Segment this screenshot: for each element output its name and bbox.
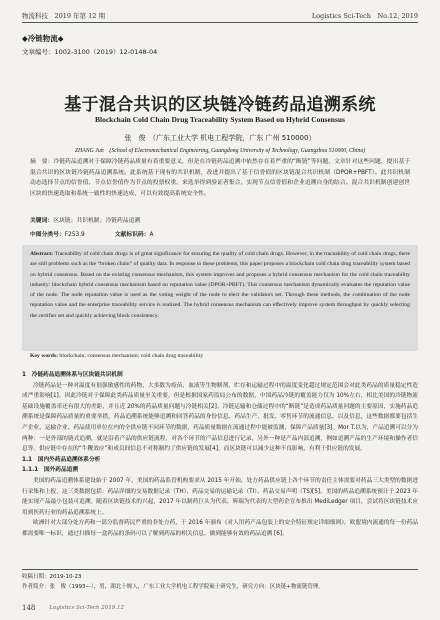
keywords-en-text: blockchain; consensus mechanism; cold chain drug traceability — [59, 353, 204, 359]
classification-line — [30, 229, 410, 238]
keywords-chinese — [30, 215, 410, 224]
footnotes — [22, 569, 418, 592]
abstract-english — [22, 245, 418, 351]
clc-code: 中图分类号：F253.9 — [30, 232, 85, 238]
running-footer — [22, 604, 418, 612]
section-1-1-1-paragraph-2: 欧洲针对大部分处方药和一部分监督药民严重的非处方药，于 2016 年颁布《对人用药产品包装上的安全特征规定详细细则》，欧盟境内流通的每一份药品都需要唯一标识，通过扫描每一盒药品的条码可以了解到药品的相关信息，做到能够有效的药品追溯 [6]。 — [22, 520, 418, 537]
header-left: 物流科技 2019 年第 12 期 — [22, 11, 106, 20]
footer-journal: Logistics Sci-Tech 2019.12 — [49, 605, 124, 611]
section-1-1-1-paragraph-1: 美国的药品追溯体系建设始于 2007 年，美国的药品监管机构要求从 2015 年开始，处方药品供应链上各个环节的责任主体需要对药品三大类型的数据进行采集和上报，这三类数据包括：药品详细的交易数据记录（TH）、药品交易的运输记录（TI）、药品交易声明（TS)[5]。美国的药品追溯系统预计于 2023 年能实现产品最小包装可追溯。随着区块链技术的兴起，2017 年以制药巨头为代表，辉瑞为代表的大型药企宣布推出 MediLedger 项目，尝试将区块链技术应用到医药行业的药品追溯系统上。 — [22, 477, 418, 516]
title-chinese: 基于混合共识的区块链冷链药品追溯系统 — [64, 95, 376, 115]
keywords-en-label: Key words: — [30, 353, 58, 359]
author-bio: 作者简介：张 俊（1993—），男，湖北十堰人，广东工业大学机电工程学院硕士研究生，研究方向：区块链+物流链管理。 — [22, 584, 324, 590]
received-date: 收稿日期：2019-10-23 — [22, 574, 82, 580]
running-header — [22, 8, 418, 23]
article-number: 文章编号：1002-3100（2019）12-0148-04 — [22, 48, 158, 56]
section-1-paragraph: 冷链药品是一种对温度有很强敏感性的药物，大多数为疫苗、血液等生物制剂，贮存和运输过程中的温度变化超过规定范围会对此类药品的质量稳定性造成严重影响[1]。因此冷链对于保障此类药品质量至关重要，但是根据国家药监局公布的数据，中国药品冷链的覆盖能力仅为 10%左右，相比美国的冷链物流基础设施覆盖率还有很大的差距，并且近 20%的药品质量问题与冷链相关[2]。冷链运输和仓储过程中的“断链”是造成药品质量问题的主要原因，实施药品追溯系统是保障药品质量的重要举措，药品追溯系统能够追溯和回答药品的身份信息、药品生产、批发、零售环节的流通信息，以及信息，这些数据都要包括生产企业、运输企业、药品使用单位在内的全供应链不同环节的数据，药品质量数据在流通过程中能被监测，保障产品质量[3]。Mor T.以为，产品追溯可以分为两种：一是外部的链式追溯，就是沿着产品的供应链流程，对各个环节的产品信息进行记录，另外一种是产品内部追溯，例如追溯产品的生产环境和操作者信息等。供应链中存在的“牛鞭效应”和成员间信息不对称制约了供应链的发展[4]，而区块链可以减少这种不良影响，有利于供应链的发展。 — [22, 382, 418, 453]
author-english: ZHANG Jun (School of Electromechanical Engineering, Guangdong University of Technology, Guangzhou 510000, China) — [74, 148, 366, 154]
title-english: Blockchain Cold Chain Drug Traceability System Based on Hybrid Consensus — [95, 115, 345, 124]
abstract-en-text: Traceability of cold chain drugs is of great significance for ensuring the quality of cold chain drugs. However, in the traceability of cold chain drugs, there are still problems such as the “broken chain” of quality data. In response to these problems, this paper proposes a blockchain cold chain drug traceability system based on hybrid consensus. Based on the existing consensus mechanism, this system improves and proposes a hybrid consensus mechanism for the cold chain traceability industry: blockchain hybrid consensus mechanism based on reputation value (DPOR+PBFT). This consensus mechanism dynamically evaluates the reputation value of the node. The node reputation value is used as the voting weight of the node to elect the validators set. Through these methods, the combination of the node reputation value and the enterprise traceability service is realized. The hybrid consensus mechanism can effectively improve system throughput by quickly selecting the certifier set and quickly achieving block consistency. — [30, 251, 410, 319]
section-1-heading: 1 冷链药品追溯体系与区块链共识机制 — [22, 372, 123, 378]
section-1-1-heading: 1.1 国内外药品追溯体系分析 — [22, 456, 101, 463]
abstract-chinese: 摘 要：冷链药品追溯对于保障冷链药品质量有着重要意义，但是在冷链药品追溯中依然存在着严重的“断链”等问题，文章针对这些问题，提出基于混合共识的区块链冷链药品追溯系统。此系统基于现有的共识机制，改进并提出了基于信誉值的区块链混合共识机制（DPOR+PBFT）。此共识机制动态选择节点的信誉值，节点信誉值作为节点的投票权重，来选举得到验证者集合，实现节点信誉值和企业追溯自身的结合。混合共识机制创建创世区块的快速选取和系统一致性的快速达成，可以有效提高系统安全性。 — [30, 159, 410, 197]
body-text — [22, 370, 418, 540]
keywords-cn-text: 区块链；共识机制；冷链药品追溯 — [53, 218, 141, 224]
section-1-1-1-heading: 1.1.1 国外药品追溯 — [22, 467, 79, 474]
keywords-english — [30, 353, 410, 359]
section-tag: ◆冷链物流◆ — [22, 34, 64, 43]
header-right: Logistics Sci-Tech No.12, 2019 — [311, 11, 418, 20]
page-number: 148 — [22, 604, 36, 612]
document-code: 文献标识码：A — [114, 232, 154, 238]
abstract-en-label: Abstract: — [30, 251, 54, 257]
keywords-cn-label: 关键词： — [30, 218, 54, 224]
author-chinese: 张 俊 （广东工业大学 机电工程学院，广东 广州 510000） — [124, 134, 316, 142]
